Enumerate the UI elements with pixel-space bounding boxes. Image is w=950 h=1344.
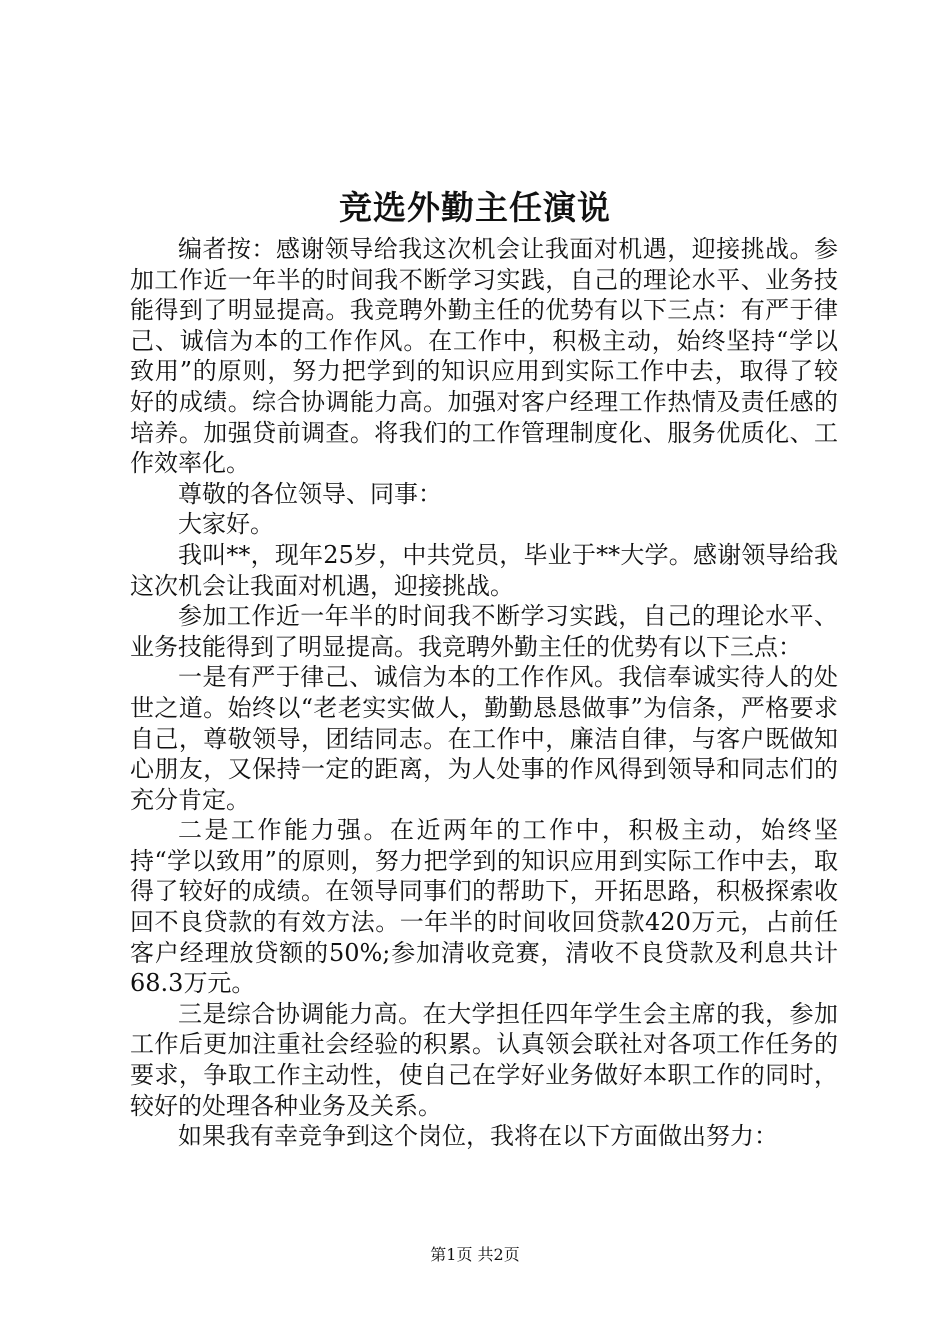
- paragraph-advantage-two: 二是工作能力强。在近两年的工作中，积极主动，始终坚持“学以致用”的原则，努力把学到的知识应用到实际工作中去，取得了较好的成绩。在领导同事们的帮助下，开拓思路，积极探索收回不良贷款的有效方法。一年半的时间收回贷款420万元，占前任客户经理放贷额的50%;参加清收竞赛，清收不良贷款及利息共计68.3万元。: [130, 816, 838, 998]
- paragraph-salutation: 尊敬的各位领导、同事：: [178, 479, 442, 508]
- paragraph-advantage-three: 三是综合协调能力高。在大学担任四年学生会主席的我，参加工作后更加注重社会经验的积累。认真领会联社对各项工作任务的要求，争取工作主动性，使自己在学好业务做好本职工作的同时，较好的处理各种业务及关系。: [130, 999, 838, 1120]
- page-number-footer: 第1页 共2页: [430, 1245, 520, 1264]
- paragraph-plan-intro: 如果我有幸竞争到这个岗位，我将在以下方面做出努力：: [178, 1122, 778, 1151]
- paragraph-experience: 参加工作近一年半的时间我不断学习实践，自己的理论水平、业务技能得到了明显提高。我竞聘外勤主任的优势有以下三点：: [130, 602, 838, 661]
- paragraph-greeting: 大家好。: [178, 510, 274, 539]
- document-body: [130, 234, 838, 1152]
- document-title: 竞选外勤主任演说: [339, 188, 611, 227]
- paragraph-editor-note: 编者按：感谢领导给我这次机会让我面对机遇，迎接挑战。参加工作近一年半的时间我不断学习实践，自己的理论水平、业务技能得到了明显提高。我竞聘外勤主任的优势有以下三点：有严于律己、诚信为本的工作作风。在工作中，积极主动，始终坚持“学以致用”的原则，努力把学到的知识应用到实际工作中去，取得了较好的成绩。综合协调能力高。加强对客户经理工作热情及责任感的培养。加强贷前调查。将我们的工作管理制度化、服务优质化、工作效率化。: [130, 235, 838, 478]
- paragraph-advantage-one: 一是有严于律己、诚信为本的工作作风。我信奉诚实待人的处世之道。始终以“老老实实做人，勤勤恳恳做事”为信条，严格要求自己，尊敬领导，团结同志。在工作中，廉洁自律，与客户既做知心朋友，又保持一定的距离，为人处事的作风得到领导和同志们的充分肯定。: [130, 663, 838, 814]
- paragraph-self-introduction: 我叫**，现年25岁，中共党员，毕业于**大学。感谢领导给我这次机会让我面对机遇，迎接挑战。: [130, 540, 838, 600]
